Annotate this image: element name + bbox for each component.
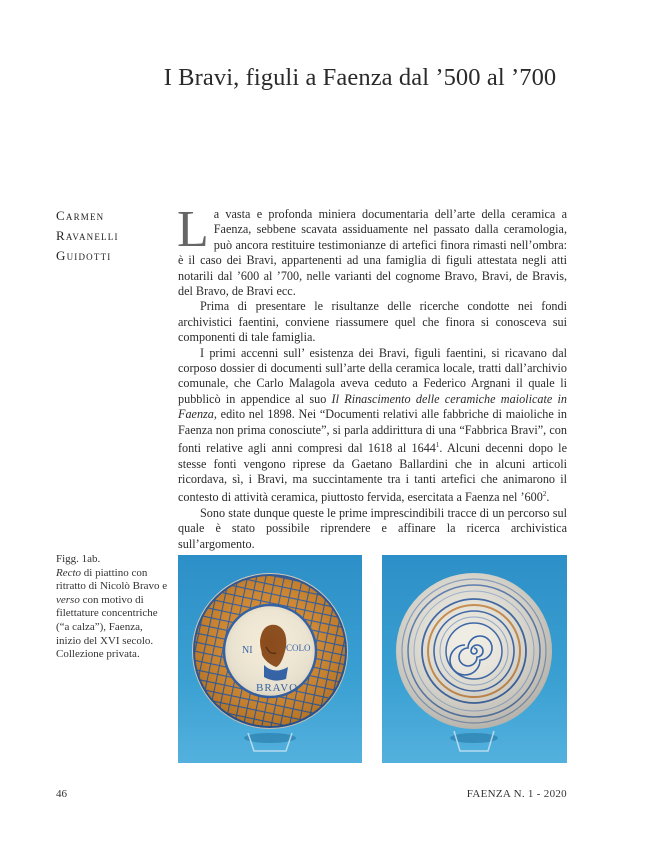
paragraph-3-text-a: I primi accenni sull’ esistenza dei Bravi, figuli faentini, si ricavano dal corposo dossier di documenti sull’arte della ceramica locale, tratti dall’archivio comunale, che Carlo Malagola aveva ceduto a Federico Argnani il quale li pubblicò in appendice al suo xyxy=(178,345,567,406)
paragraph-3 xyxy=(178,346,567,506)
paragraph-3-text-b: , edito nel 1898. Nei “Documenti relativi alle fabbriche di maioliche in Faenza non prima conosciute”, si parla addirittura di una “Fabbrica Bravi”, con fonti relative agli anni compresi dal 1618 al 1644 xyxy=(178,407,567,456)
plate-verso-image xyxy=(382,555,567,763)
author-line-second: Ravanelli xyxy=(56,228,119,243)
paragraph-4: Sono state dunque queste le prime imprescindibili tracce di un percorso sul quale è stato possibile riprendere e affinare la ricerca archivistica sull’argomento. xyxy=(178,505,567,551)
paragraph-1-text: a vasta e profonda miniera documentaria dell’arte della ceramica a Faenza, sebbene scavata assiduamente nel passato dalla ceramologia, può ancora restituire testimonianze di artefici finora rimasti nell’ombra: è il caso dei Bravi, appartenenti ad una famiglia di figuli attestata negli atti notarili dal ’600 al ’700, nelle varianti del cognome Bravo, Bravi, de Bravis, del Bravo, de Bravi ecc. xyxy=(178,207,567,299)
article-title: I Bravi, figuli a Faenza dal ’500 al ’700 xyxy=(163,64,557,91)
drop-cap: L xyxy=(177,201,209,258)
author-name xyxy=(56,206,119,266)
book-title: Il Rinascimento delle ceramiche maiolicate in Faenza xyxy=(178,391,567,422)
plate-recto-image xyxy=(178,555,362,763)
author-line-third: Guidotti xyxy=(56,248,112,263)
paragraph-1 xyxy=(177,201,567,299)
footnote-ref-1[interactable]: 1 xyxy=(435,441,440,450)
figure-caption xyxy=(56,553,168,662)
paragraph-3-text-d: . xyxy=(546,490,550,505)
author-line-first: Carmen xyxy=(56,208,105,223)
caption-figure-label: Figg. 1ab. xyxy=(56,553,101,565)
journal-footer: FAENZA N. 1 - 2020 xyxy=(466,788,567,800)
caption-text-1: di piattino con ritratto di Nicolò Bravo e xyxy=(56,566,168,593)
paragraph-2: Prima di presentare le risultanze delle ricerche condotte nei fondi archivistici faentini, conviene riassumere quel che finora si conosceva sui componenti di tale famiglia. xyxy=(178,299,567,345)
footnote-ref-2[interactable]: 2 xyxy=(542,490,547,499)
paragraph-3-text-c: . Alcuni decenni dopo le stesse fonti vengono riprese da Gaetano Ballardini che in alcuni articoli ricordava, sì, i Bravi, ma succintamente tra i tanti artefici che animarono il contesto di attività ceramica, piuttosto fervida, esercitata a Faenza nel ’600 xyxy=(178,441,567,505)
page-number: 46 xyxy=(56,788,67,800)
caption-text-2: con motivo di filettature concentriche (“a calza”), Faenza, inizio del XVI secolo. Collezione privata. xyxy=(56,593,158,661)
article-body xyxy=(177,201,567,552)
caption-verso: verso xyxy=(56,593,80,606)
figure-plate-verso xyxy=(382,555,567,763)
figure-plate-recto xyxy=(178,555,362,763)
caption-recto: Recto xyxy=(56,566,82,579)
